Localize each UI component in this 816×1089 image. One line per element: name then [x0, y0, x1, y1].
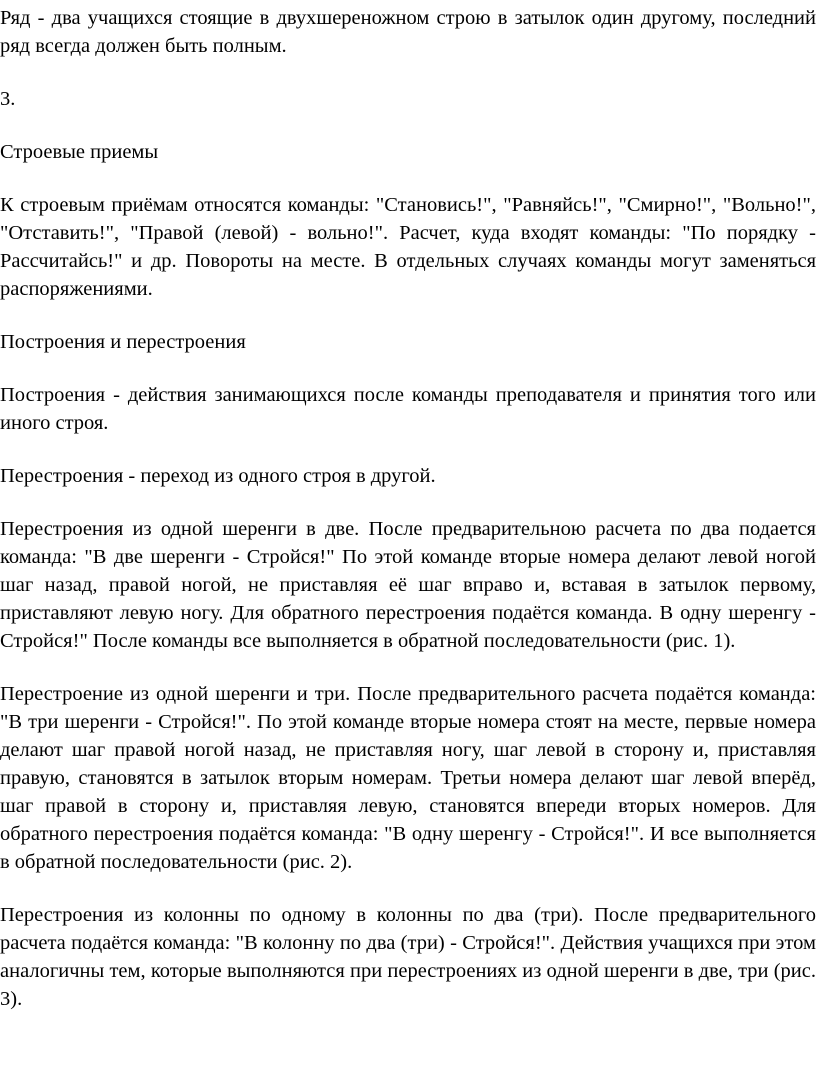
section-number: 3.: [0, 88, 16, 110]
paragraph-row-definition: Ряд - два учащихся стоящие в двухшереножном строю в затылок один другому, последний ряд всегда должен быть полным.: [0, 7, 816, 57]
paragraph-column-reformation: Перестроения из колонны по одному в колонны по два (три). После предварительного расчета подаётся команда: "В колонну по два (три) - Стройся!". Действия учащихся при этом аналогичны тем, которые выполняются при перестроениях из одной шеренги в две, три (рис. 3).: [0, 904, 816, 1010]
paragraph-one-to-three-ranks: Перестроение из одной шеренги и три. После предварительного расчета подаётся команда: "В три шеренги - Стройся!". По этой команде вторые номера стоят на месте, первые номера делают шаг правой ногой назад, не приставляя ногу, шаг левой в сторону и, приставляя правую, становятся в затылок вторым номерам. Третьи номера делают шаг левой вперёд, шаг правой в сторону и, приставляя левую, становятся впереди вторых номеров. Для обратного перестроения подаётся команда: "В одну шеренгу - Стройся!". И все выполняется в обратной последовательности (рис. 2).: [0, 683, 816, 873]
paragraph-drill-commands: К строевым приёмам относятся команды: "Становись!", "Равняйсь!", "Смирно!", "Вольно!", "Отставить!", "Правой (левой) - вольно!". Расчет, куда входят команды: "По порядку - Рассчитайсь!" и др. Повороты на месте. В отдельных случаях команды могут заменяться распоряжениями.: [0, 194, 816, 300]
heading-drill-techniques: Строевые приемы: [0, 141, 159, 163]
paragraph-formations-definition: Построения - действия занимающихся после команды преподавателя и принятия того или иного строя.: [0, 384, 816, 434]
paragraph-one-to-two-ranks: Перестроения из одной шеренги в две. После предварительною расчета по два подается команда: "В две шеренги - Стройся!" По этой команде вторые номера делают левой ногой шаг назад, правой ногой, не приставляя её шаг вправо и, вставая в затылок первому, приставляют левую ногу. Для обратного перестроения подаётся команда. В одну шеренгу - Стройся!" После команды все выполняется в обратной последовательности (рис. 1).: [0, 518, 816, 652]
paragraph-reformations-definition: Перестроения - переход из одного строя в другой.: [0, 465, 436, 487]
heading-formations: Построения и перестроения: [0, 331, 246, 353]
